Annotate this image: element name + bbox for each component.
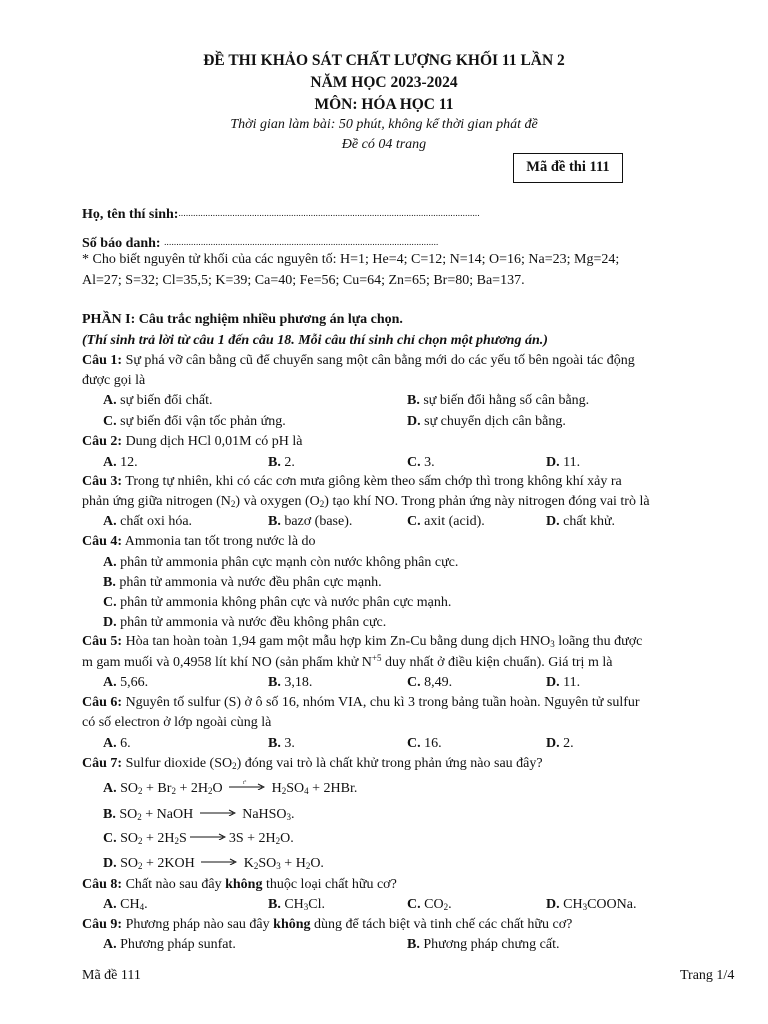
q7-option-a[interactable]: A. $SO_2 + Br_2 + 2H_2O$ t° $H_2SO_4 + 2HBr$. — [103, 781, 358, 796]
q5-option-c[interactable]: C. 8,49. — [407, 675, 453, 690]
reaction-arrow-icon — [190, 830, 226, 840]
q4-option-b[interactable]: B. phân tử ammonia và nước đều phân cực mạnh. — [103, 575, 382, 590]
q1-option-b[interactable]: B. sự biến đổi hằng số cân bằng. — [407, 393, 590, 408]
q8-option-a[interactable]: A. $CH_4$. — [103, 897, 148, 912]
name-dots: ........................................................................................................................... — [178, 208, 480, 218]
question-6: Câu 6: Nguyên tố sulfur (S) ở ô số 16, nhóm VIA, chu kì 3 trong bảng tuần hoàn. Nguyên tử sulfur — [82, 695, 640, 710]
school-year: NĂM HỌC 2023-2024 — [310, 74, 458, 91]
q1-text-2: được gọi là — [82, 373, 146, 388]
q4-option-a[interactable]: A. phân tử ammonia phân cực mạnh còn nước không phân cực. — [103, 555, 459, 570]
q7-option-d[interactable]: D. $SO_2 + 2KOH$ $K_2SO_3 + H_2O$. — [103, 856, 324, 871]
q9-option-b[interactable]: B. Phương pháp chưng cất. — [407, 937, 560, 952]
q2-option-c[interactable]: C. 3. — [407, 455, 435, 470]
question-7: Câu 7: Sulfur dioxide $(SO_2)$ đóng vai trò là chất khử trong phản ứng nào sau đây? — [82, 756, 543, 771]
q3-text-2: phản ứng giữa nitrogen $(N_2)$ và oxygen $(O_2)$ tạo khí NO. Trong phản ứng này nitrogen đóng vai trò là — [82, 494, 650, 509]
time-note: Thời gian làm bài: 50 phút, không kể thời gian phát đề — [230, 117, 538, 132]
q3-option-a[interactable]: A. chất oxi hóa. — [103, 514, 193, 529]
question-2: Câu 2: Dung dịch HCl 0,01M có pH là — [82, 434, 303, 449]
q3-option-b[interactable]: B. bazơ (base). — [268, 514, 353, 529]
pages-note: Đề có 04 trang — [341, 137, 427, 152]
id-dots: ................................................................................................................ — [164, 237, 439, 247]
q2-option-d[interactable]: D. 11. — [546, 455, 581, 470]
q6-option-b[interactable]: B. 3. — [268, 736, 295, 751]
q7-option-c[interactable]: C. $SO_2 + 2H_2S$ $3S + 2H_2O$. — [103, 831, 294, 846]
q2-option-a[interactable]: A. 12. — [103, 455, 138, 470]
question-9: Câu 9: Phương pháp nào sau đây không dùng để tách biệt và tinh chế các chất hữu cơ? — [82, 917, 573, 932]
question-5: Câu 5: Hòa tan hoàn toàn 1,94 gam một mẫu hợp kim Zn-Cu bằng dung dịch $HNO_3$ loãng thu được — [82, 634, 643, 649]
exam-code-box: Mã đề thi 111 — [513, 153, 623, 183]
footer-exam-code: Mã đề 111 — [82, 968, 141, 983]
q6-option-c[interactable]: C. 16. — [407, 736, 442, 751]
q6-text-2: có số electron ở lớp ngoài cùng là — [82, 715, 272, 730]
student-name-label: Họ, tên thí sinh: — [82, 207, 179, 222]
q6-option-a[interactable]: A. 6. — [103, 736, 131, 751]
q4-option-c[interactable]: C. phân tử ammonia không phân cực và nước phân cực mạnh. — [103, 595, 452, 610]
q3-option-d[interactable]: D. chất khử. — [546, 514, 616, 529]
student-id-line — [82, 233, 439, 253]
q6-option-d[interactable]: D. 2. — [546, 736, 574, 751]
reaction-arrow-icon — [201, 855, 237, 865]
student-id-label: Số báo danh: — [82, 236, 161, 251]
q5-option-d[interactable]: D. 11. — [546, 675, 581, 690]
q2-option-b[interactable]: B. 2. — [268, 455, 295, 470]
question-8: Câu 8: Chất nào sau đây không thuộc loại chất hữu cơ? — [82, 877, 397, 892]
q1-option-c[interactable]: C. sự biến đổi vận tốc phản ứng. — [103, 414, 286, 429]
reaction-arrow-icon — [200, 806, 236, 816]
subject-title: MÔN: HÓA HỌC 11 — [314, 96, 454, 113]
q8-option-c[interactable]: C. $CO_2$. — [407, 897, 452, 912]
q5-option-b[interactable]: B. 3,18. — [268, 675, 313, 690]
atomic-mass-line-2: Al=27; S=32; Cl=35,5; K=39; Ca=40; Fe=56; Cu=64; Zn=65; Br=80; Ba=137. — [82, 273, 525, 288]
reaction-arrow-icon — [229, 780, 265, 790]
q1-option-a[interactable]: A. sự biến đổi chất. — [103, 393, 213, 408]
q5-text-2: m gam muối và 0,4958 lít khí NO (sản phẩm khử $N^{+5}$ duy nhất ở điều kiện chuẩn). Giá trị m là — [82, 653, 613, 670]
student-name-line — [82, 204, 480, 224]
q9-option-a[interactable]: A. Phương pháp sunfat. — [103, 937, 236, 952]
q1-text-1: Sự phá vỡ cân bằng cũ để chuyển sang một cân bằng mới do các yếu tố bên ngoài tác động — [122, 353, 635, 368]
svg-text:t°: t° — [243, 781, 247, 786]
footer-page-number: Trang 1/4 — [680, 968, 735, 983]
q7-option-b[interactable]: B. $SO_2$ + NaOH NaHSO$_3$. — [103, 807, 295, 822]
part1-instruction: (Thí sinh trả lời từ câu 1 đến câu 18. Mỗi câu thí sinh chỉ chọn một phương án.) — [82, 333, 548, 348]
q1-option-d[interactable]: D. sự chuyển dịch cân bằng. — [407, 414, 566, 429]
question-3: Câu 3: Trong tự nhiên, khi có các cơn mưa giông kèm theo sấm chớp thì trong không khí xảy ra — [82, 474, 622, 489]
q4-option-d[interactable]: D. phân tử ammonia và nước đều không phân cực. — [103, 615, 387, 630]
question-1 — [82, 352, 635, 370]
question-4: Câu 4: Ammonia tan tốt trong nước là do — [82, 534, 316, 549]
atomic-mass-line-1: * Cho biết nguyên tử khối của các nguyên tố: H=1; He=4; C=12; N=14; O=16; Na=23; Mg=24; — [82, 252, 620, 267]
q8-option-d[interactable]: D. $CH_3COONa$. — [546, 897, 637, 912]
exam-title: ĐỀ THI KHẢO SÁT CHẤT LƯỢNG KHỐI 11 LẦN 2 — [203, 52, 565, 69]
q8-option-b[interactable]: B. $CH_3Cl$. — [268, 897, 326, 912]
q5-option-a[interactable]: A. 5,66. — [103, 675, 149, 690]
q3-option-c[interactable]: C. axit (acid). — [407, 514, 485, 529]
q1-label: Câu 1: — [82, 353, 123, 368]
part1-title: PHẦN I: Câu trắc nghiệm nhiều phương án lựa chọn. — [82, 312, 403, 327]
